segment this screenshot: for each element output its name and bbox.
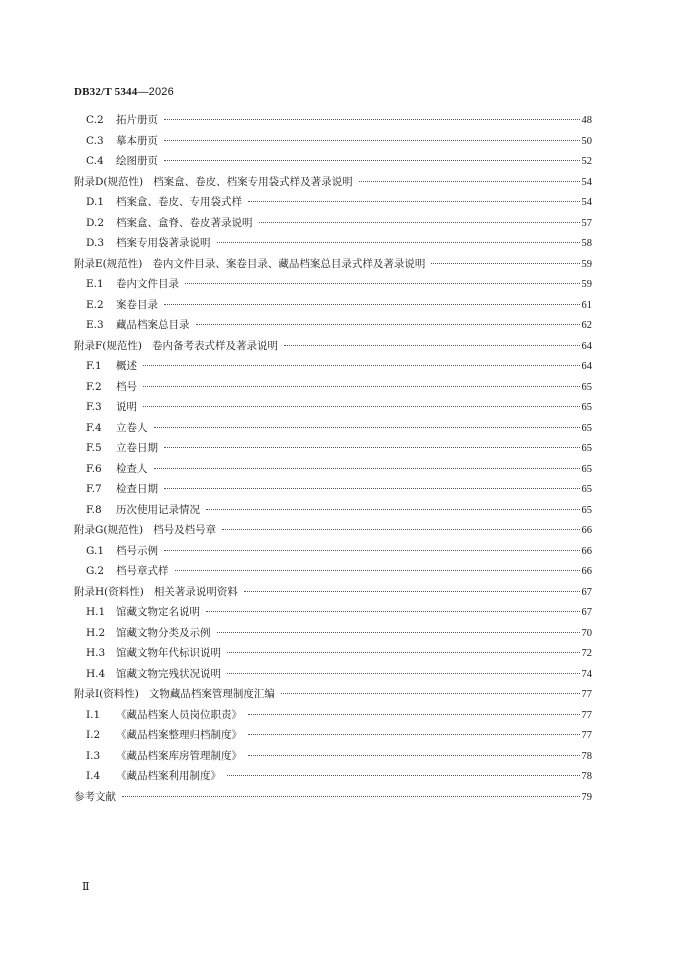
standard-code	[74, 86, 174, 98]
dot-leader	[154, 468, 580, 469]
toc-entry[interactable]	[74, 643, 592, 664]
toc-entry-label	[74, 254, 425, 275]
toc-entry-title: 摹本册页	[116, 134, 158, 147]
toc-entry-label	[86, 623, 211, 644]
toc-entry[interactable]	[74, 623, 592, 644]
toc-entry-label	[74, 172, 353, 193]
toc-entry-page: 66	[581, 566, 592, 577]
dot-leader	[164, 550, 580, 551]
dot-leader	[431, 263, 579, 264]
toc-entry[interactable]	[74, 397, 592, 418]
toc-entry[interactable]	[74, 315, 592, 336]
dot-leader	[122, 796, 580, 797]
toc-entry-title: 概述	[116, 360, 137, 372]
toc-entry-label	[86, 725, 242, 746]
toc-entry-page: 66	[581, 525, 592, 536]
toc-entry-number: G.2	[86, 565, 105, 577]
toc-entry-label	[86, 500, 200, 521]
toc-entry-label	[86, 295, 158, 316]
toc-entry-page: 78	[581, 750, 592, 762]
toc-entry-label	[86, 766, 221, 787]
toc-entry[interactable]	[74, 131, 592, 152]
toc-entry-number: C.4	[86, 155, 104, 167]
toc-entry-title: 馆藏文物定名说明	[116, 606, 200, 618]
toc-entry-page: 65	[581, 443, 592, 454]
toc-entry-number: E.2	[86, 298, 104, 311]
dot-leader	[164, 140, 580, 141]
toc-entry-number: E.3	[86, 319, 104, 331]
toc-entry[interactable]	[74, 684, 592, 705]
toc-entry-page: 48	[581, 115, 592, 126]
toc-entry-title: 文物藏品档案管理制度汇编	[148, 688, 275, 700]
toc-entry-page: 77	[581, 689, 592, 700]
toc-entry-page: 59	[581, 258, 592, 270]
table-of-contents	[74, 110, 592, 807]
toc-entry-title: 档号章式样	[116, 565, 169, 577]
toc-entry-number: C.2	[86, 114, 104, 126]
toc-entry-label	[86, 541, 158, 562]
toc-entry-number: 附录D(规范性)	[74, 175, 144, 188]
toc-entry-number: F.5	[86, 442, 102, 454]
toc-entry-page: 78	[581, 771, 592, 782]
toc-entry[interactable]	[74, 787, 592, 808]
toc-entry-title: 历次使用记录情况	[116, 503, 200, 516]
toc-entry-label	[86, 643, 221, 664]
toc-entry-title: 《藏品档案人员岗位职责》	[116, 708, 242, 721]
toc-entry-title: 相关著录说明资料	[153, 585, 238, 598]
toc-entry-label	[86, 213, 253, 234]
toc-entry-label	[86, 233, 211, 254]
toc-entry-page: 77	[581, 730, 592, 741]
toc-entry[interactable]	[74, 418, 592, 439]
toc-entry-label	[74, 582, 238, 603]
dot-leader	[175, 570, 580, 571]
toc-entry-title: 卷内文件目录	[116, 278, 179, 290]
toc-entry-title: 检查人	[116, 462, 148, 475]
toc-entry-number: F.7	[86, 483, 102, 495]
toc-entry-title: 卷内备考表式样及著录说明	[151, 339, 278, 352]
toc-entry-title: 档案盒、卷皮、专用袋式样	[116, 196, 242, 208]
toc-entry-number: C.3	[86, 134, 104, 147]
dot-leader	[284, 345, 580, 346]
toc-entry-label	[86, 377, 137, 398]
toc-entry-title: 立卷日期	[116, 442, 158, 454]
toc-entry-page: 67	[581, 586, 592, 598]
toc-entry-label	[86, 459, 148, 480]
dot-leader	[206, 611, 580, 612]
toc-entry-page: 67	[581, 607, 592, 618]
dot-leader	[185, 283, 580, 284]
toc-entry-title: 立卷人	[116, 421, 148, 434]
dot-leader	[164, 488, 580, 489]
toc-entry-title: 《藏品档案利用制度》	[116, 770, 221, 782]
toc-entry-number: D.2	[86, 216, 105, 229]
toc-entry-label	[86, 438, 158, 459]
dot-leader	[248, 734, 580, 735]
toc-entry-label	[86, 664, 221, 685]
dot-leader	[154, 427, 580, 428]
toc-entry-title: 档案盒、卷皮、档案专用袋式样及著录说明	[153, 175, 353, 188]
toc-entry[interactable]	[74, 377, 592, 398]
dot-leader	[164, 304, 580, 305]
dot-leader	[143, 406, 580, 407]
toc-entry-number: H.1	[86, 606, 106, 618]
standard-code-id: DB32/T 5344	[74, 86, 138, 98]
toc-entry-number: D.3	[86, 237, 105, 249]
toc-entry[interactable]	[74, 602, 592, 623]
dot-leader	[248, 201, 580, 202]
dot-leader	[227, 775, 580, 776]
toc-entry-number: I.2	[86, 729, 101, 741]
toc-entry[interactable]	[74, 356, 592, 377]
toc-entry-title: 档案盒、盒脊、卷皮著录说明	[116, 216, 253, 229]
toc-entry-label	[74, 520, 216, 541]
toc-entry-title: 馆藏文物完残状况说明	[116, 667, 221, 680]
toc-entry-page: 65	[581, 402, 592, 413]
toc-entry[interactable]	[74, 295, 592, 316]
toc-entry-title: 档号及档号章	[153, 524, 217, 536]
page-number: Ⅱ	[82, 881, 90, 893]
dot-leader	[196, 324, 580, 325]
dot-leader	[248, 755, 580, 756]
toc-entry-label	[86, 356, 137, 377]
standard-code-year: 2026	[148, 86, 174, 98]
toc-entry[interactable]	[74, 766, 592, 787]
toc-entry-page: 72	[581, 648, 592, 659]
toc-entry-title: 《藏品档案库房管理制度》	[116, 749, 242, 762]
toc-entry-label	[86, 746, 242, 767]
toc-entry-label	[86, 131, 158, 152]
toc-entry-label	[86, 705, 242, 726]
toc-entry[interactable]	[74, 110, 592, 131]
toc-entry-label	[86, 315, 190, 336]
toc-entry-label	[86, 479, 158, 500]
toc-entry-number: F.2	[86, 380, 102, 393]
toc-entry-label	[74, 684, 275, 705]
toc-entry[interactable]	[74, 500, 592, 521]
toc-entry[interactable]	[74, 582, 592, 603]
toc-entry-page: 70	[581, 627, 592, 639]
dot-leader	[164, 119, 580, 120]
dot-leader	[164, 160, 580, 161]
toc-entry-number: 附录E(规范性)	[74, 257, 143, 270]
toc-entry-page: 54	[581, 176, 592, 188]
toc-entry-number: G.1	[86, 544, 105, 557]
toc-entry-number: 参考文献	[74, 790, 116, 803]
dot-leader	[259, 222, 580, 223]
toc-entry-page: 57	[581, 217, 592, 229]
dot-leader	[281, 693, 580, 694]
toc-entry-number: H.4	[86, 667, 106, 680]
toc-entry[interactable]	[74, 172, 592, 193]
toc-entry[interactable]	[74, 254, 592, 275]
toc-entry[interactable]	[74, 336, 592, 357]
toc-entry-label	[86, 561, 169, 582]
toc-entry[interactable]	[74, 479, 592, 500]
toc-entry-page: 52	[581, 156, 592, 167]
toc-entry-title: 《藏品档案整理归档制度》	[116, 729, 242, 741]
dot-leader	[217, 242, 580, 243]
dot-leader	[206, 509, 580, 510]
toc-entry-label	[86, 192, 242, 213]
toc-entry-page: 74	[581, 668, 592, 680]
toc-entry-number: 附录I(资料性)	[74, 688, 139, 700]
toc-entry-page: 77	[581, 709, 592, 721]
toc-entry-number: 附录F(规范性)	[74, 339, 142, 352]
toc-entry-title: 藏品档案总目录	[116, 319, 190, 331]
toc-entry[interactable]	[74, 438, 592, 459]
dot-leader	[143, 386, 580, 387]
toc-entry-page: 65	[581, 381, 592, 393]
toc-entry-page: 65	[581, 463, 592, 475]
toc-entry-page: 62	[581, 320, 592, 331]
toc-entry-number: D.1	[86, 196, 105, 208]
toc-entry-number: I.1	[86, 708, 101, 721]
toc-entry-page: 54	[581, 197, 592, 208]
toc-entry-page: 65	[581, 484, 592, 495]
toc-entry-label	[74, 336, 278, 357]
toc-entry-page: 50	[581, 135, 592, 147]
toc-entry-title: 拓片册页	[116, 114, 158, 126]
toc-entry-page: 61	[581, 299, 592, 311]
toc-entry-title: 档号	[116, 380, 137, 393]
dot-leader	[143, 365, 580, 366]
toc-entry-page: 59	[581, 279, 592, 290]
toc-entry-title: 卷内文件目录、案卷目录、藏品档案总目录式样及著录说明	[152, 257, 426, 270]
toc-entry-number: F.4	[86, 421, 102, 434]
toc-entry-label	[86, 110, 158, 131]
toc-entry[interactable]	[74, 725, 592, 746]
toc-entry-title: 绘图册页	[116, 155, 158, 167]
standard-code-dash: —	[137, 86, 149, 98]
toc-entry-label	[86, 151, 158, 172]
toc-entry-page: 64	[581, 340, 592, 352]
dot-leader	[217, 632, 580, 633]
toc-entry[interactable]	[74, 213, 592, 234]
toc-entry-number: I.3	[86, 749, 101, 762]
dot-leader	[359, 181, 580, 182]
toc-entry-label	[86, 274, 179, 295]
dot-leader	[164, 447, 580, 448]
toc-entry-number: 附录H(资料性)	[74, 585, 144, 598]
toc-entry-title: 档号示例	[116, 544, 158, 557]
toc-entry-label	[86, 418, 148, 439]
dot-leader	[222, 529, 579, 530]
dot-leader	[227, 673, 580, 674]
toc-entry-page: 79	[581, 791, 592, 803]
toc-entry[interactable]	[74, 274, 592, 295]
toc-entry-number: H.2	[86, 626, 106, 639]
toc-entry[interactable]	[74, 233, 592, 254]
toc-entry[interactable]	[74, 541, 592, 562]
toc-entry-title: 案卷目录	[116, 298, 158, 311]
toc-entry-title: 馆藏文物年代标识说明	[116, 647, 221, 659]
toc-entry[interactable]	[74, 192, 592, 213]
toc-entry-page: 58	[581, 238, 592, 249]
toc-entry[interactable]	[74, 746, 592, 767]
toc-entry[interactable]	[74, 664, 592, 685]
dot-leader	[244, 591, 580, 592]
toc-entry-page: 65	[581, 422, 592, 434]
toc-entry-number: I.4	[86, 770, 101, 782]
toc-entry-title: 说明	[116, 401, 137, 413]
toc-entry-title: 档案专用袋著录说明	[116, 237, 211, 249]
dot-leader	[227, 652, 580, 653]
toc-entry[interactable]	[74, 705, 592, 726]
toc-entry-number: E.1	[86, 278, 104, 290]
toc-entry[interactable]	[74, 520, 592, 541]
toc-entry-label	[86, 397, 137, 418]
toc-entry-number: 附录G(规范性)	[74, 524, 144, 536]
toc-entry-page: 66	[581, 545, 592, 557]
toc-entry-label	[86, 602, 200, 623]
toc-entry-number: F.8	[86, 503, 102, 516]
toc-entry-number: F.6	[86, 462, 102, 475]
toc-entry[interactable]	[74, 151, 592, 172]
toc-entry-number: F.3	[86, 401, 102, 413]
dot-leader	[248, 714, 580, 715]
toc-entry-page: 65	[581, 504, 592, 516]
toc-entry-title: 检查日期	[116, 483, 158, 495]
toc-entry-page: 64	[581, 361, 592, 372]
toc-entry-number: H.3	[86, 647, 106, 659]
toc-entry-number: F.1	[86, 360, 102, 372]
toc-entry[interactable]	[74, 561, 592, 582]
toc-entry-label	[74, 787, 116, 808]
toc-entry-title: 馆藏文物分类及示例	[116, 626, 211, 639]
toc-entry[interactable]	[74, 459, 592, 480]
